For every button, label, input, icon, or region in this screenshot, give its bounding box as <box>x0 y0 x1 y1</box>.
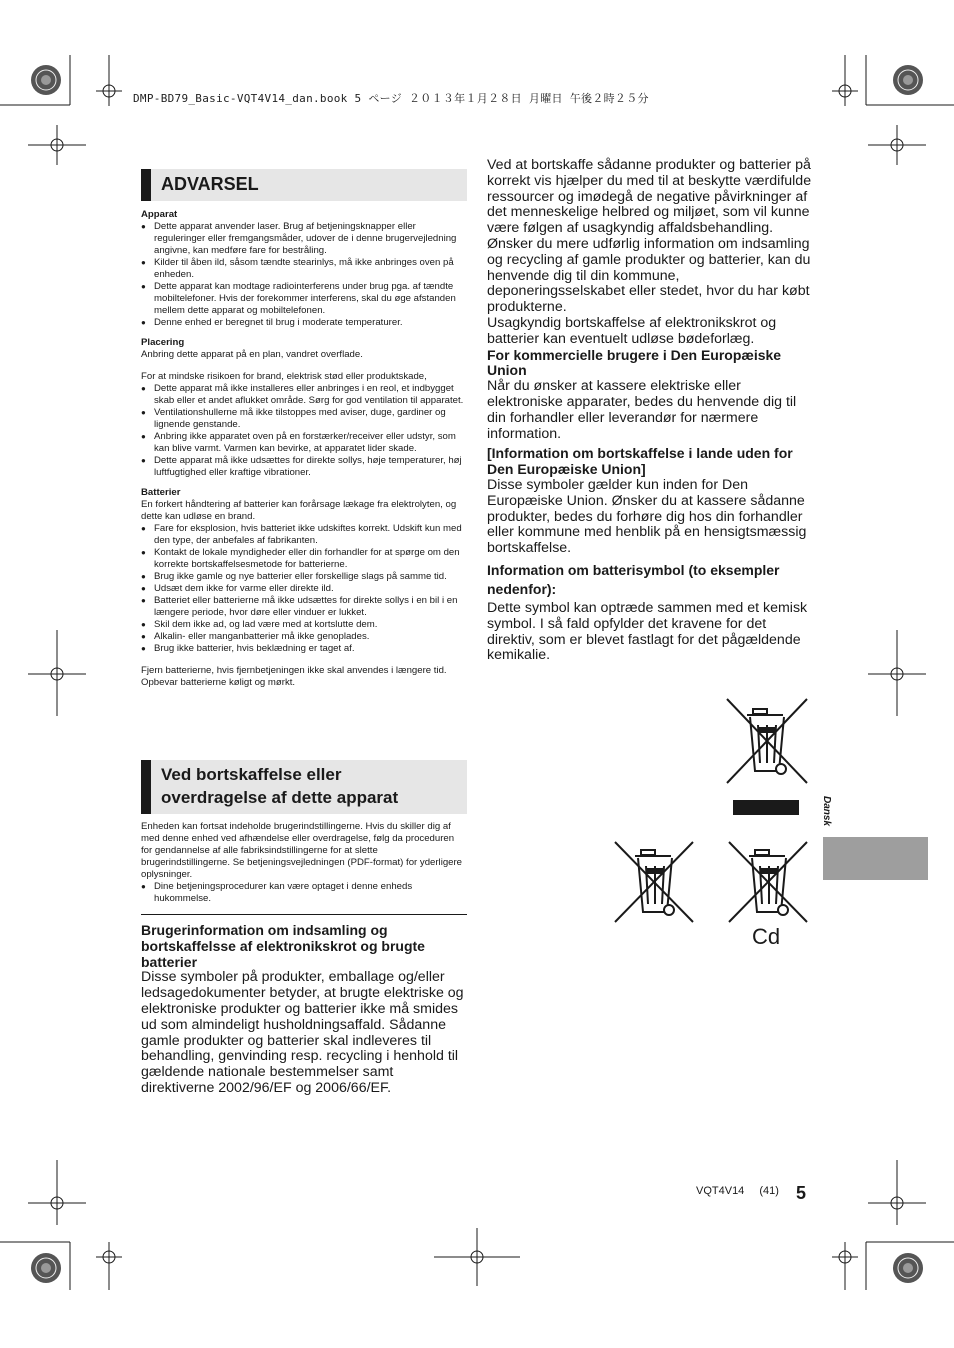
list-item: ● Skil dem ikke ad, og lad være med at kortslutte dem. <box>141 619 467 631</box>
color-target-mark <box>893 65 923 95</box>
list-item: ● Alkalin- eller manganbatterier må ikke genoplades. <box>141 631 467 643</box>
bortskaffelse-title-line2: overdragelse af dette apparat <box>161 788 399 807</box>
brugerinformation-text: Disse symboler på produkter, emballage og/eller ledsagedokumenter betyder, at brugte elektriske og elektroniske produkter og batterier ikke må smides ud som almindeligt husholdningsaffald. Sådanne gamle produkter og batterier skal indleveres til behandling, genvinding resp. recycling i henhold til gældende nationale bestemmelser samt direktiverne 2002/96/EF og 2006/66/EF. <box>141 969 464 1096</box>
list-item: ● Anbring ikke apparatet oven på en forstærker/receiver eller udstyr, som kan blive varmt. Varmen kan bevirke, at apparatet lider skade. <box>141 431 467 455</box>
list-item: ● Brug ikke batterier, hvis beklædning er taget af. <box>141 643 467 655</box>
section-divider <box>141 914 467 915</box>
list-item: ● Kilder til åben ild, såsom tændte stearinlys, må ikke anbringes oven på enheden. <box>141 257 467 281</box>
heading-bar <box>141 169 151 201</box>
list-item: ● Kontakt de lokale myndigheder eller din forhandler for at spørge om den korrekte bortskaffelsesmetode for batterierne. <box>141 547 467 571</box>
crossed-bin-icon <box>725 697 809 785</box>
list-item: ● Dette apparat må ikke installeres eller anbringes i en reol, et indbygget skab eller et andet aflukket område. Sørg for god ventilation til apparatet. <box>141 383 467 407</box>
black-bar-mark <box>733 800 799 815</box>
brugerinformation-heading: Brugerinformation om indsamling og bortskaffelsse af elektronikskrot og brugte batterier <box>141 922 425 970</box>
footer-model-code <box>696 1185 779 1197</box>
list-item: ● Dette apparat kan modtage radiointerferens under brug pga. af tændte mobiltelefoner. Hvis der forekommer interferens, skal du øge afstanden mellem dette apparat og mobiltelefonen. <box>141 281 467 317</box>
list-item: ● Batteriet eller batterierne må ikke udsættes for direkte sollys i en bil i en længere periode, hvor døre eller vinduer er lukket. <box>141 595 467 619</box>
bortskaffelse-body <box>141 821 467 905</box>
crosshair-mark <box>28 1160 86 1225</box>
crosshair-mark <box>434 1228 520 1286</box>
outside-eu-heading: [Information om bortskaffelse i lande uden for Den Europæiske Union] <box>487 445 793 478</box>
paragraph: Når du ønsker at kassere elektriske eller elektroniske apparater, bedes du henvende dig til din forhandler eller leverandør for nærmere information. <box>487 378 797 442</box>
placering-intro: Anbring dette apparat på en plan, vandret overflade. <box>141 349 363 360</box>
batterier-list <box>141 523 467 655</box>
advarsel-heading-box <box>141 169 467 201</box>
bortskaffelse-title-line1: Ved bortskaffelse eller <box>161 765 342 784</box>
language-tab <box>823 837 928 880</box>
list-item: ● Udsæt dem ikke for varme eller direkte ild. <box>141 583 467 595</box>
bortskaffelse-list <box>141 881 467 905</box>
language-side-label: Dansk <box>821 796 832 827</box>
batterier-outro: Fjern batterierne, hvis fjernbetjeningen ikke skal anvendes i længere tid. Opbevar batterierne køligt og mørkt. <box>141 665 447 688</box>
list-item: ● Fare for eksplosion, hvis batteriet ikke udskiftes korrekt. Udskift kun med den type, der anbefales af fabrikanten. <box>141 523 467 547</box>
advarsel-body <box>141 209 467 689</box>
bortskaffelse-heading-box <box>141 760 467 814</box>
paragraph: Ønsker du mere udførlig information om indsamling og recycling af gamle produkter og batterier, kan du henvende dig til din kommune, deponeringsselskabet eller stedet, hvor du har købt produkterne. <box>487 235 811 316</box>
list-item: ● Dette apparat anvender laser. Brug af betjeningsknapper eller reguleringer eller fremgangsmåder, udover de i denne brugervejledning angivne, kan medføre fare for bestråling. <box>141 221 467 257</box>
crosshair-mark <box>96 1242 122 1290</box>
paragraph: Dette symbol kan optræde sammen med et kemisk symbol. I så fald opfylder det kravene for det direktiv, som er blevet fastlagt for det pågældende kemikalie. <box>487 599 808 664</box>
batterier-heading: Batterier <box>141 487 181 498</box>
crosshair-mark <box>868 1160 926 1225</box>
crossed-bin-icon <box>727 840 809 924</box>
print-header-line: DMP-BD79_Basic-VQT4V14_dan.book 5 ページ ２０１３年１月２８日 月曜日 午後２時２５分 <box>133 92 649 105</box>
page-number: 5 <box>796 1183 807 1203</box>
crosshair-mark <box>28 125 86 165</box>
bortskaffelse-text: Enheden kan fortsat indeholde brugerindstillingerne. Hvis du skiller dig af med denne enhed ved afhændelse eller overdragelse, følg da proceduren for gendannelse af alle fabriksindstillingerne for at slette brugerindstillingerne. Se betjeningsvejledningen (PDF-format) for yderligere oplysninger. <box>141 821 463 880</box>
apparat-list <box>141 221 467 329</box>
placering-intro2: For at mindske risikoen for brand, elektrisk stød eller produktskade, <box>141 371 427 382</box>
crosshair-mark <box>868 125 926 165</box>
crosshair-mark <box>832 1242 858 1290</box>
paragraph: Usagkyndig bortskaffelse af elektronikskrot og batterier kan eventuelt udløse bødeforlæg. <box>487 314 777 347</box>
crossed-bin-icon <box>613 840 695 924</box>
placering-heading: Placering <box>141 337 185 348</box>
crosshair-mark <box>868 630 926 716</box>
color-target-mark <box>893 1253 923 1283</box>
advarsel-title: ADVARSEL <box>161 174 259 194</box>
list-item: ● Dette apparat må ikke udsættes for direkte sollys, høje temperaturer, høj luftfugtighed eller kraftige vibrationer. <box>141 455 467 479</box>
model-subpage: (41) <box>759 1185 779 1197</box>
color-target-mark <box>31 65 61 95</box>
list-item: ● Denne enhed er beregnet til brug i moderate temperaturer. <box>141 317 467 329</box>
brugerinformation-section <box>141 923 467 1097</box>
list-item: ● Dine betjeningsprocedurer kan være optaget i denne enheds hukommelse. <box>141 881 467 905</box>
list-item: ● Ventilationshullerne må ikke tilstoppes med aviser, duge, gardiner og lignende genstande. <box>141 407 467 431</box>
paragraph: Ved at bortskaffe sådanne produkter og batterier på korrekt vis hjælper du med til at beskytte værdifulde ressourcer og imødegå de negative påvirkninger af det menneskelige helbred og miljøet, som vil kunne være følgen af usagkyndig affaldsbehandling. <box>487 157 812 237</box>
crosshair-mark <box>96 55 122 106</box>
placering-list <box>141 383 467 479</box>
list-item: ● Brug ikke gamle og nye batterier eller forskellige slags på samme tid. <box>141 571 467 583</box>
battery-symbol-heading: Information om batterisymbol (to eksempler nedenfor): <box>487 561 780 597</box>
paragraph: Disse symboler gælder kun inden for Den Europæiske Union. Ønsker du at kassere sådanne produkter, bedes du forhøre dig hos din forhandler eller kommune med henblik på en hensigtsmæssig bortskaffelse. <box>487 476 807 557</box>
right-column-text <box>487 158 813 664</box>
commercial-heading: For kommercielle brugere i Den Europæiske Union <box>487 346 782 379</box>
crosshair-mark <box>28 630 86 716</box>
model-code: VQT4V14 <box>696 1185 745 1197</box>
color-target-mark <box>31 1253 61 1283</box>
heading-bar <box>141 760 151 814</box>
cd-chemical-symbol: Cd <box>752 924 781 949</box>
crosshair-mark <box>832 55 858 106</box>
apparat-heading: Apparat <box>141 209 178 220</box>
batterier-intro: En forkert håndtering af batterier kan forårsage lækage fra elektrolyten, og dette kan udløse en brand. <box>141 499 457 522</box>
